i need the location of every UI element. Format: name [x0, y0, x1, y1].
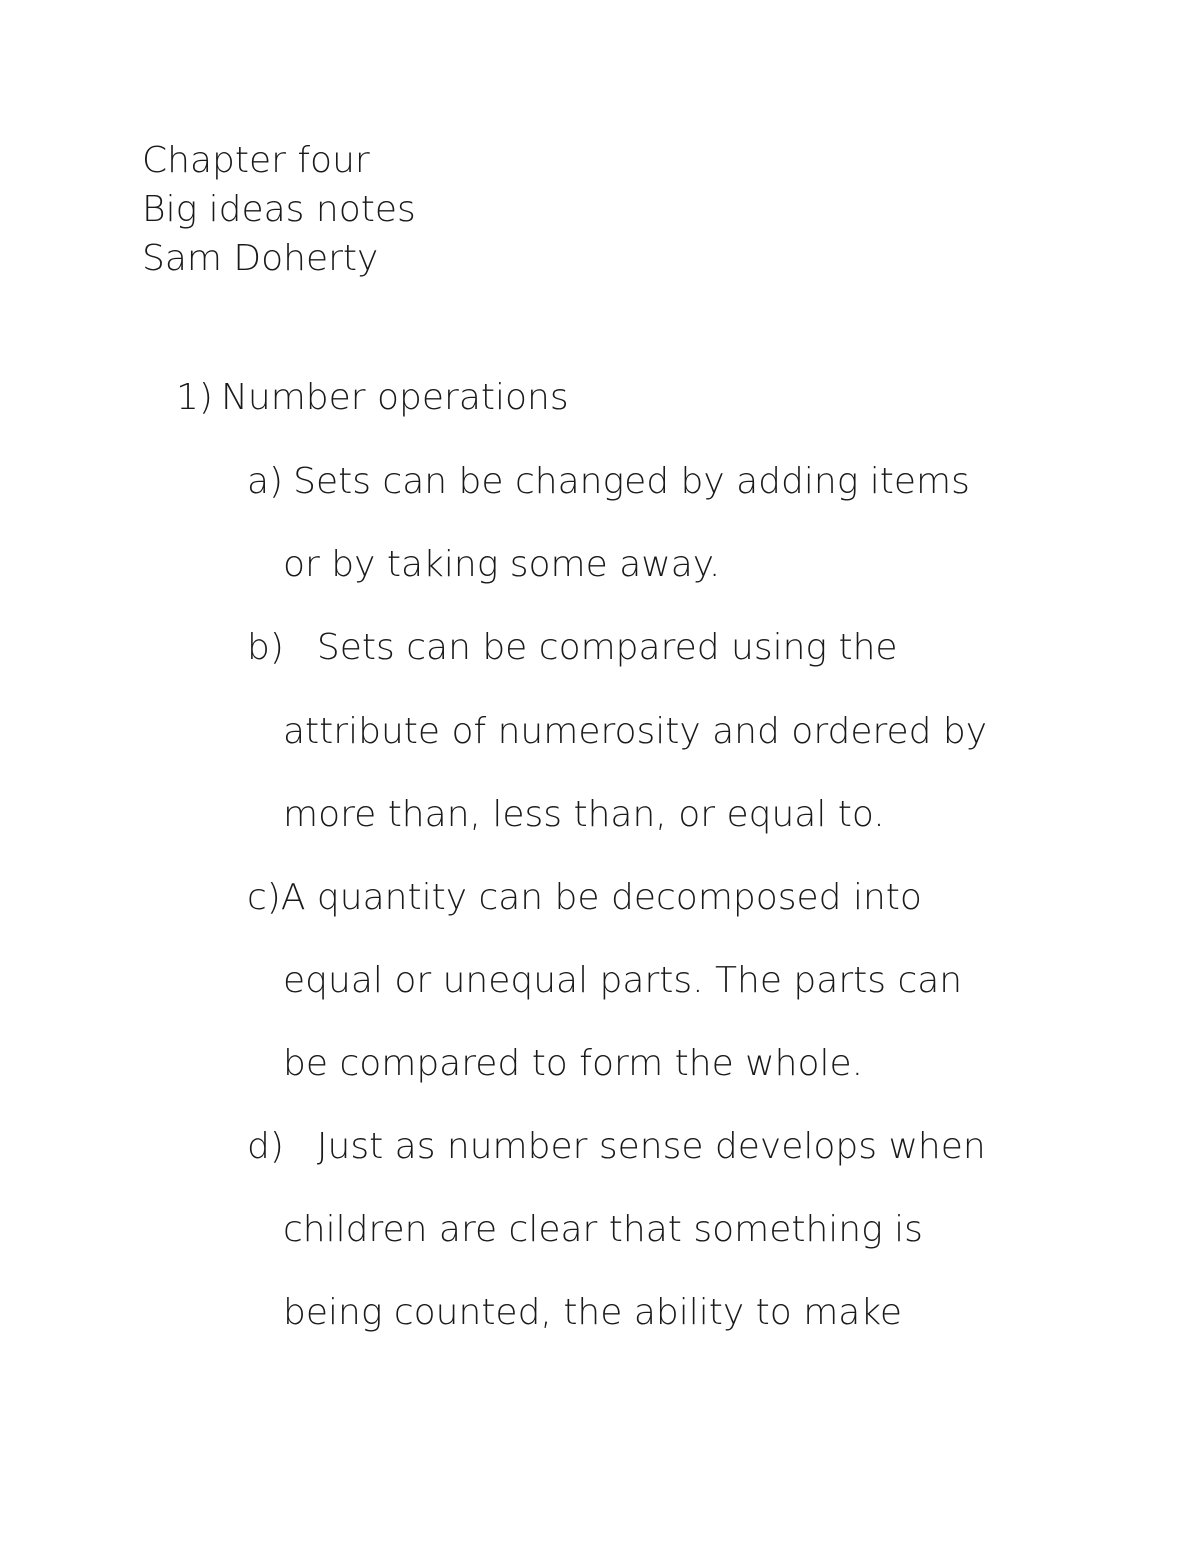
list-text: Sets can be compared using the	[316, 627, 898, 668]
section-title: Number operations	[220, 377, 569, 418]
notes-title: Big ideas notes	[142, 189, 416, 230]
list-item-d-line-2: children are clear that something is	[283, 1209, 923, 1250]
list-item-a-line-1	[247, 457, 970, 506]
section-number: 1)	[176, 377, 213, 418]
section-heading	[176, 373, 569, 422]
list-text: Just as number sense develops when	[316, 1126, 986, 1167]
chapter-title: Chapter four	[142, 140, 370, 181]
list-item-c-line-2: equal or unequal parts. The parts can	[283, 960, 963, 1001]
document-header	[142, 136, 416, 283]
list-item-a-line-2: or by taking some away.	[283, 544, 721, 585]
list-marker-a: a)	[247, 461, 284, 502]
list-text: A quantity can be decomposed into	[280, 877, 922, 918]
list-marker-c: c)	[247, 877, 281, 918]
list-item-b-line-2: attribute of numerosity and ordered by	[283, 711, 988, 752]
list-item-d-line-3: being counted, the ability to make	[283, 1292, 903, 1333]
list-item-c-line-3: be compared to form the whole.	[283, 1043, 864, 1084]
list-item-b-line-1	[247, 623, 898, 672]
list-item-d-line-1	[247, 1122, 986, 1171]
list-item-b-line-3: more than, less than, or equal to.	[283, 794, 885, 835]
author-name: Sam Doherty	[142, 238, 379, 279]
list-marker-d: d)	[247, 1126, 284, 1167]
list-item-c-line-1	[247, 873, 922, 922]
list-marker-b: b)	[247, 627, 284, 668]
list-text: Sets can be changed by adding items	[293, 461, 970, 502]
